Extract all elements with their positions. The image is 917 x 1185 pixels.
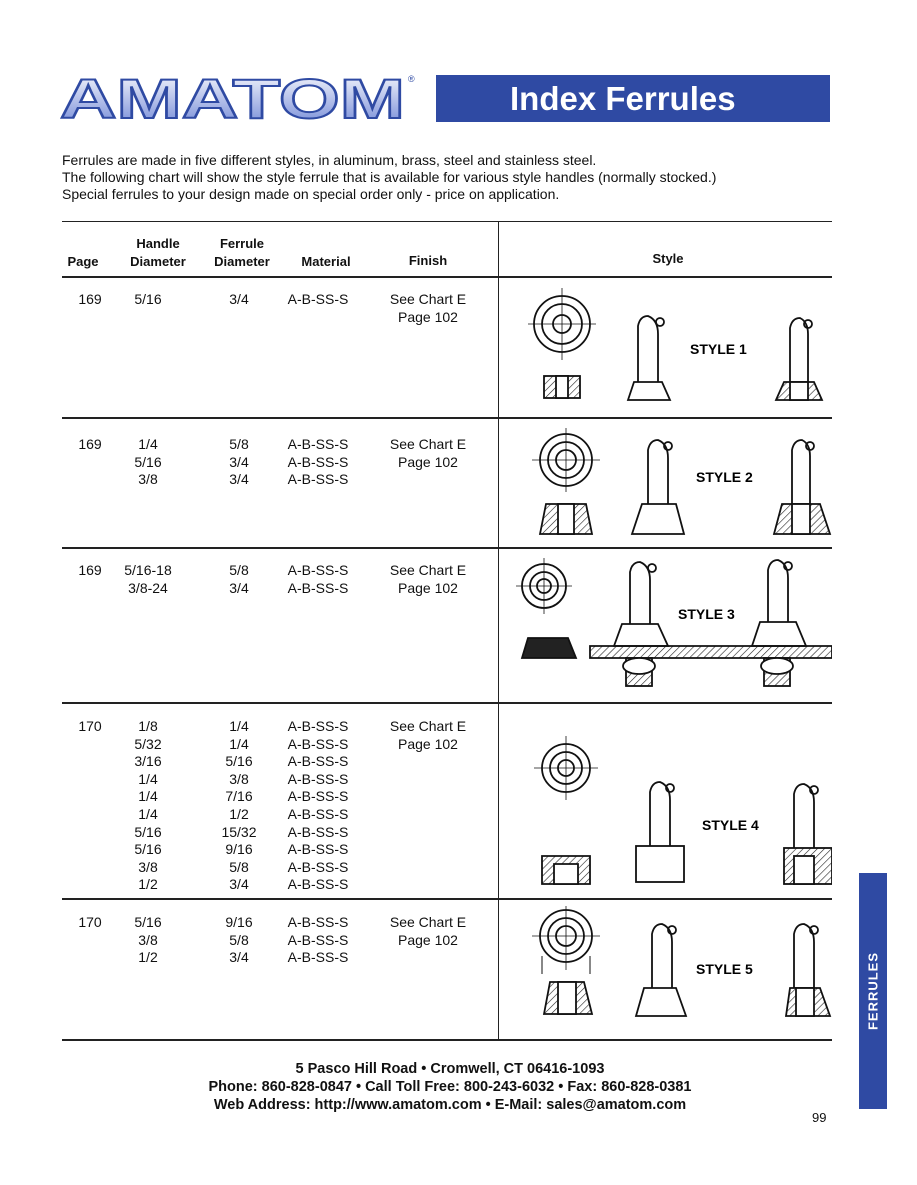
section-tab-label: FERRULES bbox=[865, 951, 881, 1031]
row4-page: 170 bbox=[78, 718, 102, 734]
ferrule-value: 7/16 bbox=[225, 788, 253, 805]
material-value: A-B-SS-S bbox=[287, 471, 349, 488]
handle-value: 3/8 bbox=[138, 471, 158, 488]
handle-value: 1/4 bbox=[138, 770, 158, 787]
footer-phones: Phone: 860-828-0847 • Call Toll Free: 800-243-6032 • Fax: 860-828-0381 bbox=[208, 1079, 692, 1095]
handle-value: 1/4 bbox=[138, 436, 158, 452]
finish-line: See Chart E bbox=[389, 291, 467, 307]
handle-value: 5/16 bbox=[134, 914, 162, 930]
row2-material bbox=[278, 436, 358, 489]
row-divider bbox=[62, 702, 832, 704]
ferrule-value: 3/4 bbox=[229, 471, 249, 488]
handle-value: 5/16 bbox=[134, 291, 162, 307]
handle-value: 5/16-18 bbox=[124, 562, 172, 578]
finish-line: See Chart E bbox=[389, 914, 467, 930]
column-divider bbox=[498, 221, 499, 1040]
ferrule-value: 5/8 bbox=[229, 436, 249, 452]
row2-page: 169 bbox=[78, 436, 102, 452]
row1-finish bbox=[378, 291, 478, 326]
finish-line: Page 102 bbox=[398, 931, 458, 948]
row5-page: 170 bbox=[78, 914, 102, 930]
material-value: A-B-SS-S bbox=[287, 735, 349, 752]
handle-value: 1/4 bbox=[138, 788, 158, 805]
logo-wordmark: AMATOM bbox=[60, 72, 405, 128]
row4-finish bbox=[378, 718, 478, 753]
row1-material bbox=[278, 291, 358, 309]
row2-finish bbox=[378, 436, 478, 471]
row1-page: 169 bbox=[78, 291, 102, 307]
handle-value: 1/2 bbox=[138, 876, 158, 893]
row5-handle bbox=[116, 914, 180, 967]
material-value: A-B-SS-S bbox=[287, 949, 349, 966]
material-value: A-B-SS-S bbox=[287, 931, 349, 948]
material-value: A-B-SS-S bbox=[287, 436, 349, 452]
header-style: Style bbox=[652, 251, 684, 266]
footer-web: Web Address: http://www.amatom.com • E-Mail: sales@amatom.com bbox=[213, 1097, 687, 1113]
style1-label: STYLE 1 bbox=[690, 341, 747, 357]
ferrule-value: 15/32 bbox=[221, 823, 257, 840]
handle-value: 3/8-24 bbox=[128, 579, 168, 596]
header-ferrule-line1: Ferrule bbox=[219, 236, 265, 251]
material-value: A-B-SS-S bbox=[287, 562, 349, 578]
material-value: A-B-SS-S bbox=[287, 858, 349, 875]
finish-line: See Chart E bbox=[389, 562, 467, 578]
ferrule-value: 3/4 bbox=[229, 453, 249, 470]
row3-page: 169 bbox=[78, 562, 102, 578]
material-value: A-B-SS-S bbox=[287, 453, 349, 470]
handle-value: 1/4 bbox=[138, 805, 158, 822]
row4-material bbox=[278, 718, 358, 894]
header-handle-line2: Diameter bbox=[130, 254, 186, 269]
header-handle-line1: Handle bbox=[136, 236, 180, 251]
header-handle-diameter bbox=[122, 235, 194, 271]
material-value: A-B-SS-S bbox=[287, 805, 349, 822]
handle-value: 5/16 bbox=[134, 823, 162, 840]
style5-drawing bbox=[500, 902, 832, 1036]
registered-mark: ® bbox=[408, 74, 415, 84]
finish-line: Page 102 bbox=[398, 453, 458, 470]
handle-value: 1/8 bbox=[138, 718, 158, 734]
ferrule-value: 3/4 bbox=[229, 579, 249, 596]
amatom-logo bbox=[60, 72, 420, 128]
row5-ferrule bbox=[205, 914, 273, 967]
ferrule-value: 9/16 bbox=[225, 841, 253, 858]
style4-label: STYLE 4 bbox=[702, 817, 759, 833]
header-rule bbox=[62, 276, 832, 278]
header-ferrule-diameter bbox=[206, 235, 278, 271]
style3-drawing bbox=[500, 550, 832, 700]
page-number: 99 bbox=[812, 1110, 827, 1125]
row-divider bbox=[62, 898, 832, 900]
finish-line: See Chart E bbox=[389, 436, 467, 452]
style4-drawing bbox=[500, 706, 832, 896]
handle-value: 3/8 bbox=[138, 858, 158, 875]
row3-handle bbox=[116, 562, 180, 597]
material-value: A-B-SS-S bbox=[287, 718, 349, 734]
header-finish: Finish bbox=[408, 253, 448, 268]
material-value: A-B-SS-S bbox=[287, 841, 349, 858]
row2-handle bbox=[116, 436, 180, 489]
row-divider bbox=[62, 547, 832, 549]
ferrule-value: 5/8 bbox=[229, 858, 249, 875]
ferrule-value: 3/4 bbox=[229, 949, 249, 966]
row1-handle bbox=[116, 291, 180, 309]
finish-line: See Chart E bbox=[389, 718, 467, 734]
material-value: A-B-SS-S bbox=[287, 823, 349, 840]
ferrule-value: 3/8 bbox=[229, 770, 249, 787]
intro-line: Special ferrules to your design made on special order only - price on application. bbox=[62, 186, 560, 202]
handle-value: 5/32 bbox=[134, 735, 162, 752]
ferrule-value: 9/16 bbox=[225, 914, 253, 930]
row3-ferrule bbox=[205, 562, 273, 597]
finish-line: Page 102 bbox=[398, 735, 458, 752]
finish-line: Page 102 bbox=[398, 308, 458, 325]
row3-material bbox=[278, 562, 358, 597]
header-material: Material bbox=[301, 254, 351, 269]
handle-value: 5/16 bbox=[134, 453, 162, 470]
handle-value: 3/16 bbox=[134, 753, 162, 770]
finish-line: Page 102 bbox=[398, 579, 458, 596]
handle-value: 5/16 bbox=[134, 841, 162, 858]
row5-finish bbox=[378, 914, 478, 949]
intro-line: Ferrules are made in five different styles, in aluminum, brass, steel and stainless steel. bbox=[62, 152, 597, 168]
material-value: A-B-SS-S bbox=[287, 788, 349, 805]
ferrule-value: 5/8 bbox=[229, 562, 249, 578]
material-value: A-B-SS-S bbox=[287, 876, 349, 893]
row4-handle bbox=[116, 718, 180, 894]
style1-drawing bbox=[500, 280, 832, 416]
row4-ferrule bbox=[205, 718, 273, 894]
ferrule-value: 3/4 bbox=[229, 291, 249, 307]
style3-label: STYLE 3 bbox=[678, 606, 735, 622]
material-value: A-B-SS-S bbox=[287, 914, 349, 930]
table-top-rule bbox=[62, 221, 832, 222]
header-ferrule-line2: Diameter bbox=[214, 254, 270, 269]
ferrule-value: 1/2 bbox=[229, 805, 249, 822]
handle-value: 3/8 bbox=[138, 931, 158, 948]
material-value: A-B-SS-S bbox=[287, 770, 349, 787]
handle-value: 1/2 bbox=[138, 949, 158, 966]
page-title: Index Ferrules bbox=[436, 75, 830, 122]
section-tab bbox=[859, 873, 887, 1109]
style2-drawing bbox=[500, 420, 832, 546]
style5-label: STYLE 5 bbox=[696, 961, 753, 977]
intro-line: The following chart will show the style ferrule that is available for various style handles (normally stocked.) bbox=[62, 169, 717, 185]
table-bottom-rule bbox=[62, 1039, 832, 1041]
material-value: A-B-SS-S bbox=[287, 579, 349, 596]
row1-ferrule bbox=[205, 291, 273, 309]
row3-finish bbox=[378, 562, 478, 597]
material-value: A-B-SS-S bbox=[287, 753, 349, 770]
ferrule-value: 1/4 bbox=[229, 735, 249, 752]
style2-label: STYLE 2 bbox=[696, 469, 753, 485]
ferrule-value: 3/4 bbox=[229, 876, 249, 893]
row5-material bbox=[278, 914, 358, 967]
intro-text bbox=[62, 152, 822, 203]
material-value: A-B-SS-S bbox=[287, 291, 349, 307]
footer-address: 5 Pasco Hill Road • Cromwell, CT 06416-1093 bbox=[295, 1061, 605, 1077]
header-page: Page bbox=[67, 254, 99, 269]
ferrule-value: 5/16 bbox=[225, 753, 253, 770]
ferrule-value: 1/4 bbox=[229, 718, 249, 734]
row-divider bbox=[62, 417, 832, 419]
row2-ferrule bbox=[205, 436, 273, 489]
ferrule-value: 5/8 bbox=[229, 931, 249, 948]
